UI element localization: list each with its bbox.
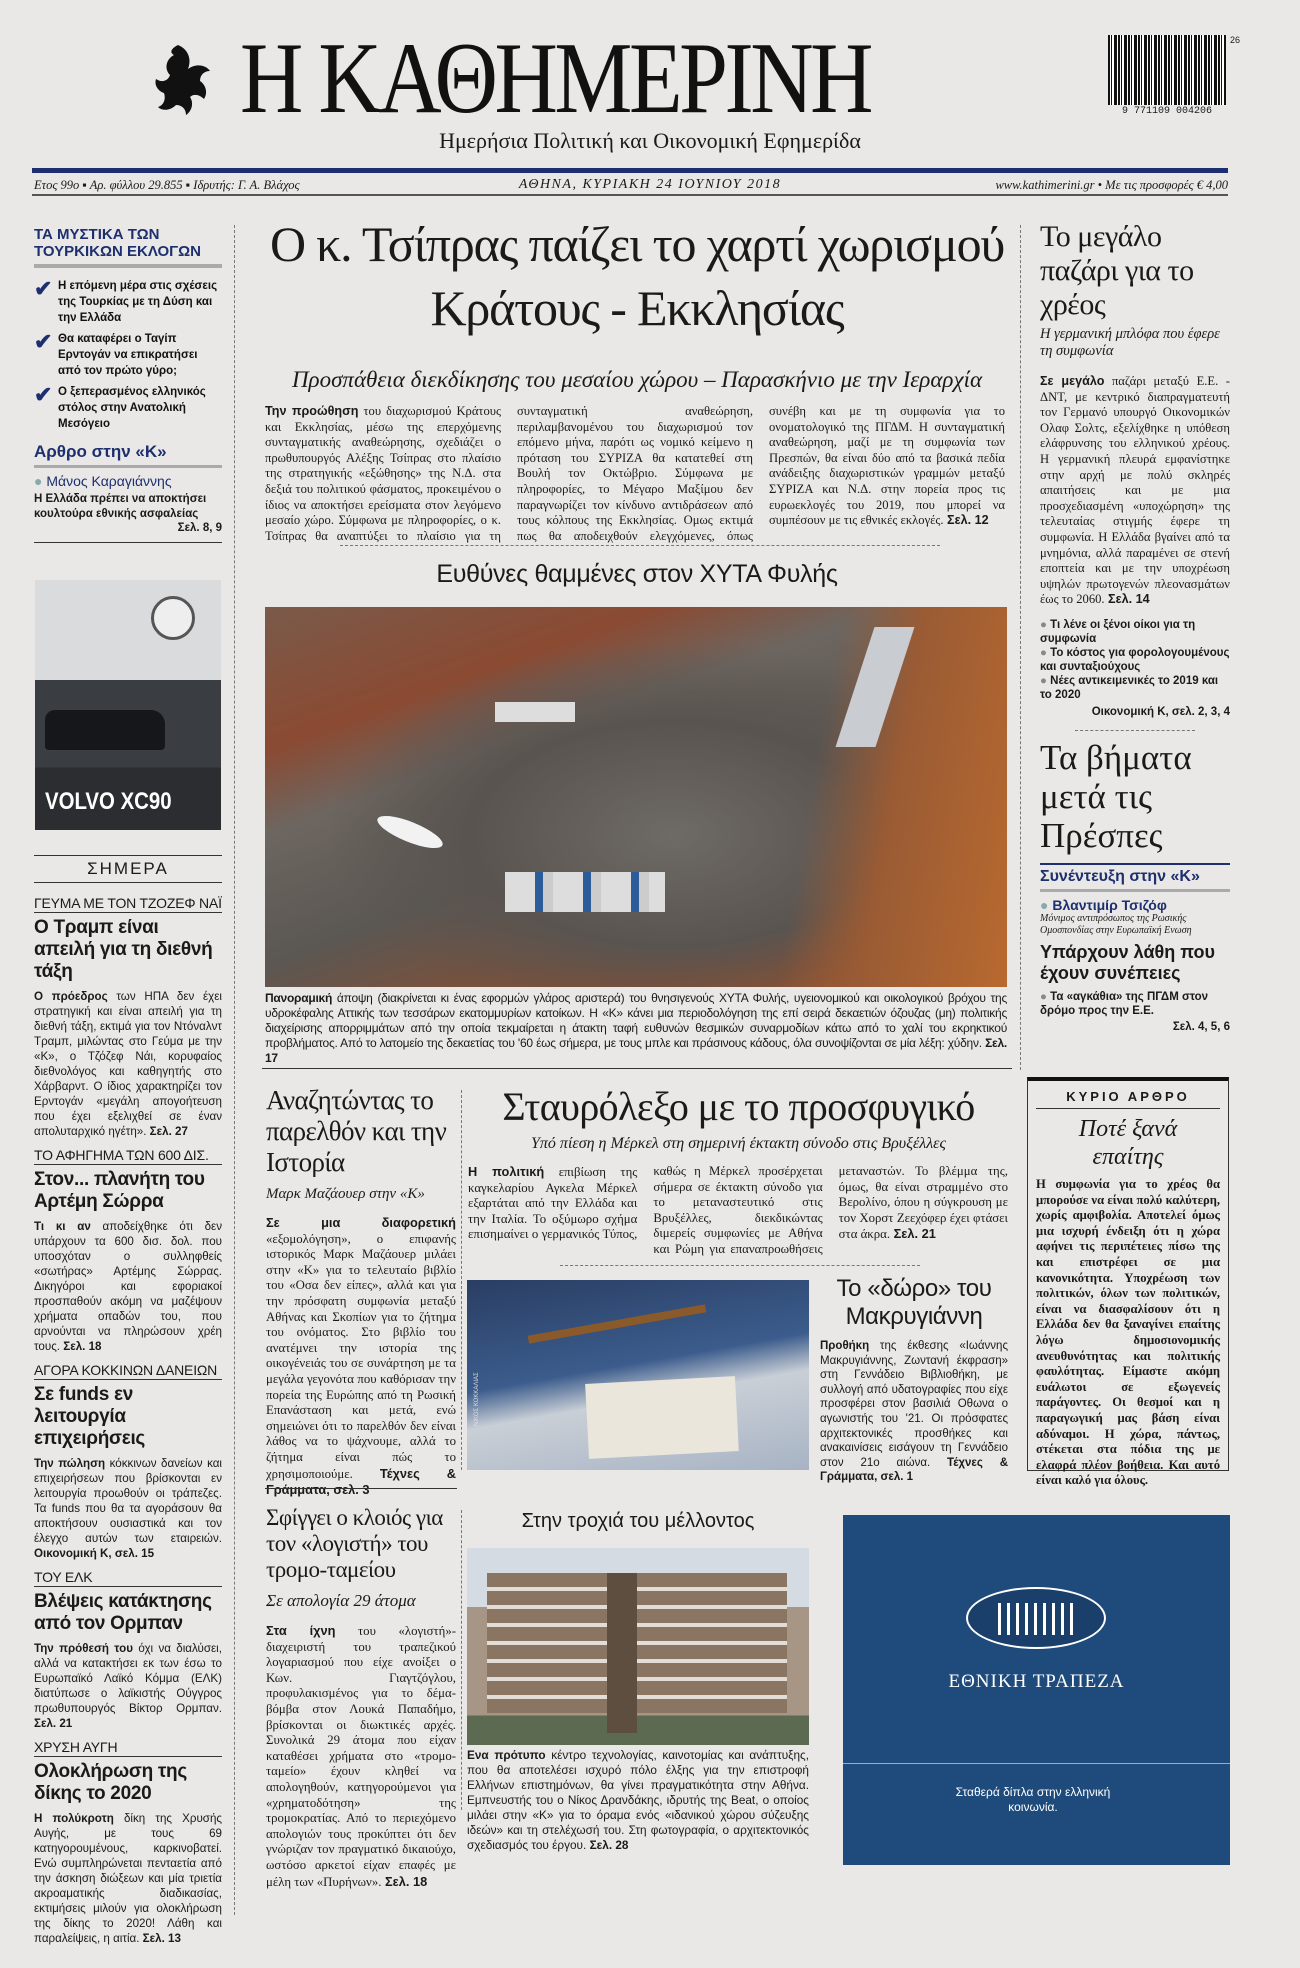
griffin-logo-icon [148, 40, 223, 118]
checkmark-icon: ✔ [34, 329, 53, 354]
column-divider [1020, 225, 1021, 1070]
mazower-story[interactable]: Αναζητώντας το παρελθόν και την Ιστορία Μαρκ Μαζάουερ στην «Κ» Σε μια διαφορετική «εξομολόγηση», ο επιφανής ιστορικός Μαρκ Μαζάουερ μιλάει στην «Κ» για το τελευταίο βιβλίο του «Οσα δεν είπες», αλλά και για την πρόσφατη συμφωνία μεταξύ Αθήνας και Σκοπίων για το ζήτημα του ονόματος. Στο βιβλίο του ανατέμνει την ιστορία της οικογένειάς του σε συνάρτηση με τα μεγάλα γεγονότα που καθόρισαν την πορεία της Ευρώπης από τη Ρωσική Επανάσταση και μετά, ενώ σημειώνει ότι το παρελθόν δεν είναι λάθος να το ψάχνουμε, αλλά το ζήτημα είναι πώς το χρησιμοποιούμε. Τέχνες & Γράμματα, σελ. 3 [266, 1085, 456, 1498]
divider [1075, 730, 1195, 731]
volvo-ad[interactable] [35, 580, 221, 830]
article-label: Αρθρο στην «Κ» [34, 442, 222, 468]
merkel-subhead: Υπό πίεση η Μέρκελ στη σημερινή έκτακτη σύνοδο στις Βρυξέλλες [531, 1135, 946, 1152]
website-price: www.kathimerini.gr • Με τις προσφορές € 4,00 [995, 178, 1228, 192]
story[interactable]: ΤΟ ΑΦΗΓΗΜΑ ΤΩΝ 600 ΔΙΣ. Στον... πλανήτη του Αρτέμη Σώρρα Τι κι αν αποδείχθηκε ότι δεν υπάρχουν τα 600 δισ. δολ. που υποσχόταν ο συλληφθείς «σωτήρας» Αρτέμης Σώρρας. Δικηγόροι και εφοριακοί προσπαθούν ακόμη να μαζέψουν χρήματα οπαδών του, που αρνούνται να πληρώσουν χρέη τους. Σελ. 18 [34, 1147, 223, 1353]
photo-credit: ΝΙΚΟΣ ΚΟΚΚΑΛΙΑΣ [474, 1372, 480, 1426]
barcode [1108, 35, 1226, 105]
lead-subhead: Προσπάθεια διεκδίκησης του μεσαίου χώρου – Παρασκήνιο με την Ιεραρχία [291, 367, 983, 392]
divider [340, 545, 940, 546]
masthead-tagline: Ημερήσια Πολιτική και Οικονομική Εφημερίδα [439, 128, 861, 153]
architecture-rendering [467, 1548, 809, 1745]
rifle [528, 1304, 707, 1343]
article-title[interactable]: Η Ελλάδα πρέπει να αποκτήσει κουλτούρα εθνικής ασφαλείας [34, 493, 207, 520]
issue-code: 26 [1230, 35, 1241, 45]
document [585, 1376, 739, 1459]
lead-body: Την προώθηση του διαχωρισμού Κράτους και Εκκλησίας, μέσω της επερχόμενης συνταγματικής αναθεώρησης, σχεδιάζει ο πρωθυπουργός Αλέξης Τσίπρας στο πλαίσιο της στρατηγικής «εξώθησης» της Ν.Δ. στα δεξιά του πολιτικού φάσματος, προκειμένου ο ίδιος να αποκτήσει ερείσματα στον λεγόμενο μεσαίο χώρο. Σύμφωνα με πληροφορίες, ο κ. Τσίπρας θα αναπτύξει το πλαίσιο για τη συνταγματική αναθεώρηση, περιλαμβανομένου του διαχωρισμού τον επόμενο μήνα, παρότι ως νομικό κείμενο η πρόταση του ΣΥΡΙΖΑ θα κατατεθεί στη Βουλή τον Οκτώβριο. Σύμφωνα με πληροφορίες, το Μέγαρο Μαξίμου δεν παραγνωρίζει τον κίνδυνο αντιδράσεων από τους κόλπους της Εκκλησίας. Ομως εκτιμά πως θα αποδειχθούν ελεγχόμενες, όπως συνέβη και με τη συμφωνία για το ονοματολογικό της ΠΓΔΜ. Η συνταγματική αναθεώρηση, μαζί με τη συμφωνία των Πρεσπών, θα είναι δύο από τα βασικά πεδία ανάδειξης διαχωριστικών γραμμών μεταξύ ΣΥΡΙΖΑ και Ν.Δ. στην πορεία προς τις ευρωεκλογές του 2019, που μπορεί να συμπέσουν με τις εθνικές εκλογές. Σελ. 12 [265, 404, 1005, 543]
date-line: ΑΘΗΝΑ, ΚΥΡΙΑΚΗ 24 ΙΟΥΝΙΟΥ 2018 [518, 177, 782, 192]
landfill-photo [265, 607, 1007, 987]
divider [265, 1488, 457, 1489]
left-column [34, 226, 222, 543]
story[interactable]: ΑΓΟΡΑ ΚΟΚΚΙΝΩΝ ΔΑΝΕΙΩΝ Σε funds εν λειτουργία επιχειρήσεις Την πώληση κόκκινων δανείων και επιχειρήσεων που βρίσκονται εν λειτουργία προωθούν οι τράπεζες. Τα funds που θα τα αγοράσουν θα αποκτήσουν ουσιαστικά και τον έλεγχο αυτών των εταιρειών. Οικονομική Κ, σελ. 15 [34, 1362, 222, 1560]
prespa-story[interactable]: Τα βήματα μετά τις Πρέσπες Συνέντευξη στην «Κ» ● Βλαντιμίρ Τσιζόφ Μόνιμος αντιπρόσωπος της Ρωσικής Ομοσπονδίας στην Ευρωπαϊκή Ενωση Υπάρχουν λάθη που έχουν συνέπειες ● Τα «αγκάθια» της ΠΓΔΜ στον δρόμο προς την Ε.Ε. Σελ. 4, 5, 6 [1040, 738, 1230, 1033]
column-divider [234, 225, 235, 1915]
story[interactable]: ΤΟΥ ΕΛΚ Βλέψεις κατάκτησης από τον Ορμπαν Την πρόθεσή του όχι να διαλύσει, αλλά να κατακτήσει εκ των έσω το Ευρωπαϊκό Λαϊκό Κόμμα (ΕΛΚ) διατύπωσε ο λαϊκιστής Ούγγρος πρωθυπουργός Βίκτορ Ορμπαν. Σελ. 21 [34, 1569, 222, 1730]
divider [32, 168, 1228, 173]
debt-story[interactable]: Το μεγάλο παζάρι για το χρέος Η γερμανική μπλόφα που έφερε τη συμφωνία Σε μεγάλο παζάρι μεταξύ Ε.Ε. - ΔΝΤ, με κεντρικό διαπραγματευτή τον Γερμανό υπουργό Οικονομικών Ολαφ Σολτς, εξελίχθηκε η υπόθεση ελάφρυνσης του ελληνικού χρέους. Η γερμανική πλευρά εμφανίστηκε στην αρχή με πολύ σκληρές απαιτήσεις και με μια προσχεδιασμένη «υποχώρηση» της τελευταίας στιγμής έφερε τη συμφωνία. Η Ελλάδα βγαίνει από τα μνημόνια, αλλά παραμένει σε στενή εποπτεία και με την υποχρέωση υψηλών πρωτογενών πλεονασμάτων έως το 2060. Σελ. 14 ● Τι λένε οι ξένοι οίκοι για τη συμφωνία ● Το κόστος για φορολογουμένους και συνταξιούχους ● Νέες αντικειμενικές το 2019 και το 2020 Οικονομική Κ, σελ. 2, 3, 4 [1040, 220, 1230, 718]
photo-caption: Πανοραμική άποψη (διακρίνεται κι ένας εφορμών γλάρος αριστερά) του θνησιγενούς ΧΥΤΑ Φυλής, υγειονομικού και οικολογικού βρόχου της υδροκέφαλης Αττικής των τεσσάρων εκατομμυρίων κατοίκων. Η «Κ» κάνει μια περιοδολόγηση της επί σειρά δεκαετιών όζουζας (μη) πολιτικής διαχείρισης απορριμμάτων από την οποία τεκμαίρεται η άτακτη ταφή ευθυνών θεσμικών συναρμοδίων κάτω από το χαλί του εκρηκτικού προβλήματος. Από το λατομείο της δεκαετίας του '60 έως σήμερα, με τους μπλε και πράσινους κάδους, όλα συνοψίζονται σε μία λέξη: χύδην. Σελ. 17 [265, 991, 1007, 1065]
checkmark-icon: ✔ [34, 382, 53, 407]
makrygiannis-story[interactable]: Το «δώρο» του Μακρυγιάννη Προθήκη της έκθεσης «Ιωάννης Μακρυγιάννης, Ζωντανή έκφραση» στη Γεννάδειο Βιβλιοθήκη, με συλλογή από υδατογραφίες που είχε προσφέρει στον βασιλιά Οθωνα ο αγωνιστής του '21. Οι πρόσφατες αρχιτεκτονικές προσθήκες και ανακαινίσεις εισάγουν τη Γεννάδειο στον 21ο αιώνα. Τέχνες & Γράμματα, σελ. 1 [820, 1275, 1008, 1484]
masthead-title: Η ΚΑΘΗΜΕΡΙΝΗ [240, 22, 871, 135]
bank-building-icon [966, 1587, 1106, 1649]
author-name: ● Μάνος Καραγιάννης [34, 473, 172, 489]
promo-title: ΤΑ ΜΥΣΤΙΚΑ ΤΩΝ ΤΟΥΡΚΙΚΩΝ ΕΚΛΟΓΩΝ [34, 226, 222, 268]
issue-info: Ετος 99ο ▪ Αρ. φύλλου 29.855 ▪ Ιδρυτής: Γ. Α. Βλάχος [34, 178, 300, 192]
car-image [45, 710, 165, 750]
bullet-item: ● Το κόστος για φορολογουμένους και συνταξιούχους [1040, 646, 1230, 673]
bullet-item: ● Τι λένε οι ξένοι οίκοι για τη συμφωνία [1040, 618, 1196, 645]
editorial-title: Ποτέ ξανά επαίτης [1078, 1116, 1178, 1170]
promo-check-item[interactable]: ✔ Ο ξεπερασμένος ελληνικός στόλος στην Ανατολική Μεσόγειο [34, 382, 206, 430]
bullet-icon: ● [1040, 897, 1053, 913]
future-headline[interactable]: Στην τροχιά του μέλλοντος [521, 1510, 755, 1532]
barcode-number: 9 771109 004206 [1121, 106, 1212, 117]
story[interactable]: ΧΡΥΣΗ ΑΥΓΗ Ολοκλήρωση της δίκης το 2020 Η πολύκροτη δίκη της Χρυσής Αυγής, με τους 69 κατηγορουμένους, καρκινοβατεί. Ενώ συμπληρώνεται πενταετία από την άσκηση διώξεων και μία τριετία ακροαματικής διαδικασίας, εκτιμήσεις μιλούν για ολοκλήρωση της δίκης το 2020! Λάθη και παραλείψεις, η αιτία. Σελ. 13 [34, 1739, 222, 1945]
bank-name: ΕΘΝΙΚΗ ΤΡΑΠΕΖΑ [948, 1671, 1125, 1692]
future-body: Ενα πρότυπο κέντρο τεχνολογίας, καινοτομίας και ανάπτυξης, που θα αποτελέσει ισχυρό πόλο έλξης για την επιστροφή Ελλήνων επιστημόνων, θα γίνει πραγματικότητα στην Αθήνα. Εμπνευστής του ο Νίκος Δρανδάκης, ιδρυτής της Beat, ο οποίος μιλάει στην «Κ» για το όραμα ενός «ιδανικού χώρου σύζευξης ιδεών» και τη στελέχωσή του. Στη φωτογραφία, ο αρχιτεκτονικός σχεδιασμός του έργου. Σελ. 28 [467, 1748, 809, 1852]
terror-fund-story[interactable]: Σφίγγει ο κλοιός για τον «λογιστή» του τρομο-ταμείου Σε απολογία 29 άτομα Στα ίχνη του «λογιστή»-διαχειριστή του τραπεζικού λογαριασμού που είχε ανοίξει ο Κων. Γιαγτζόγλου, προφυλακισμένος για το δέμα-βόμβα στον Λουκά Παπαδήμο, βρίσκονται οι διωκτικές αρχές. Συνολικά 29 άτομα που είχαν καταθέσει χρήματα στο «τρομο-ταμείο» έχουν κληθεί να απολογηθούν, κατηγορούμενοι για «χρηματοδότηση» της τρομοκρατίας. Από το περιεχόμενο απολογιών τους προκύπτει ότι δεν γνώριζαν τον πραγματικό δικαιούχο, ωστόσο αρκετοί είχαν επαφές με μέλη των «Πυρήνων». Σελ. 18 [266, 1505, 456, 1889]
photo-title: Ευθύνες θαμμένες στον ΧΥΤΑ Φυλής [436, 560, 838, 588]
editorial-box[interactable] [1027, 1077, 1229, 1488]
column-divider [461, 1510, 462, 1810]
interview-label: Συνέντευξη στην «Κ» [1040, 863, 1230, 892]
promo-check-item[interactable]: ✔ Η επόμενη μέρα στις σχέσεις της Τουρκίας με τη Δύση και την Ελλάδα [34, 276, 218, 324]
divider [560, 1265, 920, 1266]
divider [32, 194, 1228, 196]
page-ref: Οικονομική Κ, σελ. 2, 3, 4 [1091, 705, 1230, 718]
editorial-body: Η συμφωνία για το χρέος θα μπορούσε να είναι πολύ καλύτερη, χωρίς αμφιβολία. Αποτελεί όμως μια ισχυρή ένδειξη ότι η χώρα αφήνει τις περιπέτειες πίσω της και επιστρέφει σε μια κανονικότητα. Υποχρέωση των πολιτικών, όλων των πολιτικών, είναι να διασφαλίσουν ότι η Ελλάδα δεν θα ξαναγίνει επαίτης λόγω δημοσιονομικής ανευθυνότητας και πολιτικής φαυλότητας. Είμαστε ακόμη ευάλωτοι σε εξωγενείς παράγοντες. Οι θεσμοί και η παραγωγική μας βάση είναι αδύναμοι. Η χώρα, πάντως, στέκεται στα πόδια της με ελαφρά πλέον βοήθεια. Και αυτό είναι καλό για όλους. [1036, 1177, 1220, 1488]
bullet-icon: ● [34, 473, 47, 489]
volvo-logo-icon [151, 596, 195, 640]
checkmark-icon: ✔ [34, 276, 53, 301]
story[interactable]: ΓΕΥΜΑ ΜΕ ΤΟΝ ΤΖΟΖΕΦ ΝΑΪ Ο Τραμπ είναι απειλή για τη διεθνή τάξη Ο πρόεδρος των ΗΠΑ δεν έχει στρατηγική και είναι απειλή για τη διεθνή τάξη, εκτιμά για τον Ντόναλντ Τραμπ, μιλώντας στο Γεύμα με την «Κ», ο Τζόζεφ Νάι, κορυφαίος διεθνολόγος και καθηγητής στο Χάρβαρντ. Ο ίδιος χαρακτηρίζει τον Ερντογάν «μεγάλη απογοήτευση που έχει εξελιχθεί σε έναν απολυταρχικό ηγέτη». Σελ. 27 [34, 895, 223, 1138]
bullet-item: ● Νέες αντικειμενικές το 2019 και το 2020 [1040, 674, 1219, 701]
column-divider [461, 1090, 462, 1470]
today-stories [34, 895, 222, 1954]
editorial-label: ΚΥΡΙΟ ΑΡΘΡΟ [1036, 1089, 1220, 1109]
today-label: ΣΗΜΕΡΑ [34, 855, 222, 883]
lead-headline[interactable]: Ο κ. Τσίπρας παίζει το χαρτί χωρισμού Κράτους - Εκκλησίας [269, 216, 1005, 336]
merkel-body: Η πολιτική επιβίωση της καγκελαρίου Αγκελα Μέρκελ εξαρτάται από την Ελλάδα και την Ιταλία. Το οξύμωρο σχήμα επισημαίνει ο γερμανικός Τύπος, καθώς η Μέρκελ προσέρχεται σήμερα σε έκτακτη σύνοδο για το μεταναστευτικό στις Βρυξέλλες, διεκδικώντας διμερείς συμφωνίες με Αθήνα και Ρώμη για επαναπροωθήσεις μεταναστών. Το βλέμμα της, όμως, θα είναι στραμμένο στο Βερολίνο, όπου η σύγκρουση με τον Χορστ Ζεεχόφερ έχει φτάσει στα άκρα. Σελ. 21 [468, 1164, 1008, 1256]
promo-check-item[interactable]: ✔ Θα καταφέρει ο Ταγίπ Ερντογάν να επικρατήσει από τον πρώτο γύρο; [34, 329, 198, 377]
merkel-headline[interactable]: Σταυρόλεξο με το προσφυγικό [502, 1084, 975, 1129]
bank-ad[interactable] [843, 1515, 1230, 1865]
ad-text: VOLVO XC90 [45, 788, 172, 815]
divider [262, 1068, 1012, 1069]
page-ref: Σελ. 8, 9 [177, 522, 222, 534]
seagull [374, 810, 446, 855]
bank-slogan: Σταθερά δίπλα στην ελληνική κοινωνία. [955, 1785, 1111, 1814]
exhibition-photo [467, 1280, 809, 1470]
